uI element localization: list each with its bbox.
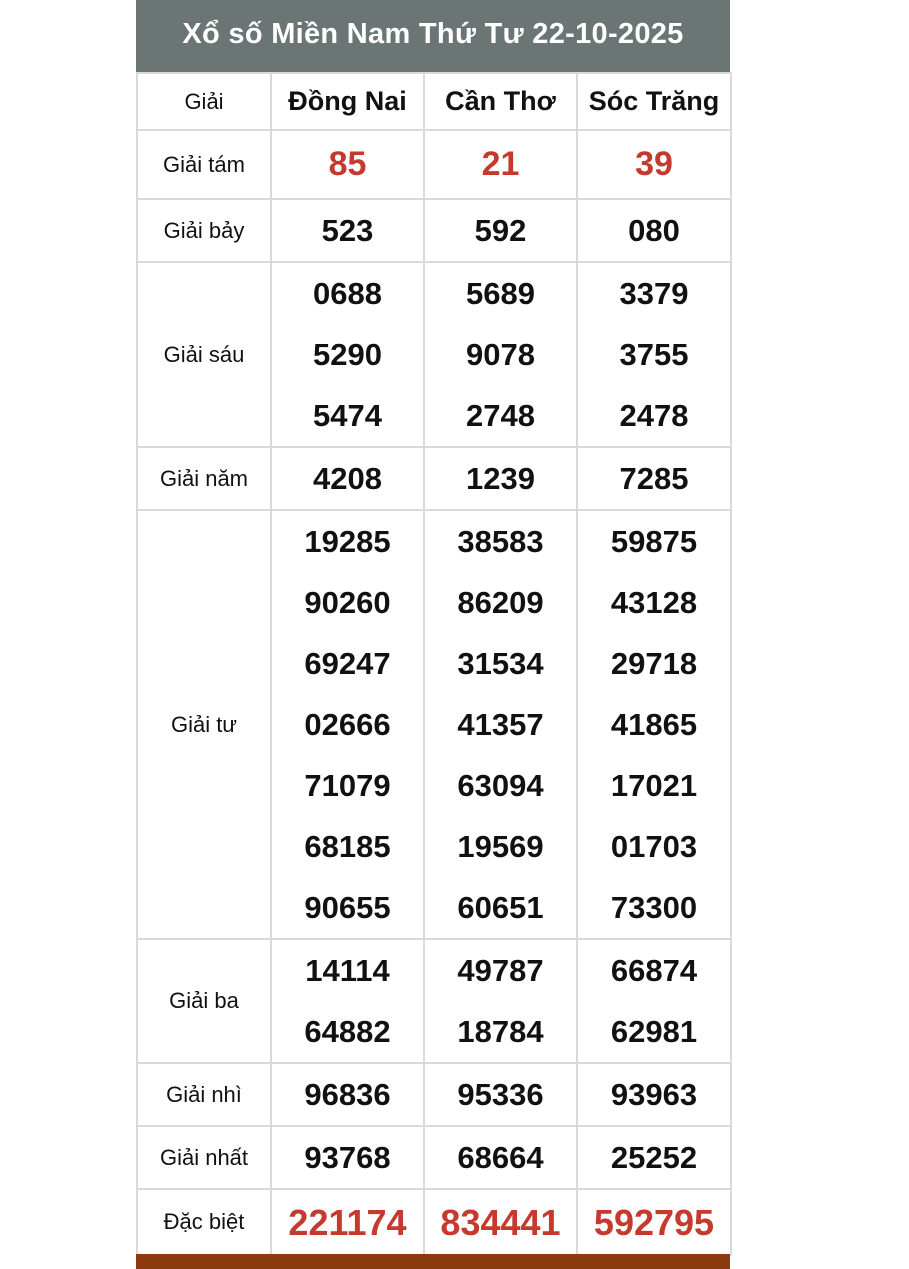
prize-cell-dong-nai — [271, 510, 424, 939]
prize-number: 69247 — [304, 646, 391, 681]
prize-number: 3379 — [619, 276, 689, 311]
special-prize-number: 592795 — [577, 1189, 731, 1255]
prize-row-dac-biet — [137, 1189, 731, 1255]
prize-number: 85 — [271, 130, 424, 199]
prize-number: 19569 — [457, 829, 544, 864]
prize-row-tu — [137, 510, 731, 939]
prize-number: 080 — [577, 199, 731, 262]
results-panel — [136, 0, 730, 1256]
prize-label: Giải tư — [137, 510, 271, 939]
prize-number: 63094 — [457, 768, 544, 803]
special-prize-number: 834441 — [424, 1189, 577, 1255]
prize-row-nam — [137, 447, 731, 510]
prize-number: 2478 — [619, 398, 689, 433]
prize-number: 29718 — [610, 646, 698, 681]
prize-cell-soc-trang — [577, 939, 731, 1063]
prize-row-nhi — [137, 1063, 731, 1126]
page-title: Xổ số Miền Nam Thứ Tư 22-10-2025 — [136, 0, 730, 72]
prize-label: Giải bảy — [137, 199, 271, 262]
prize-label: Giải nhì — [137, 1063, 271, 1126]
prize-row-tam — [137, 130, 731, 199]
prize-number: 01703 — [610, 829, 698, 864]
prize-number: 21 — [424, 130, 577, 199]
prize-row-sau — [137, 262, 731, 447]
results-table — [136, 72, 732, 1256]
bottom-bar — [136, 1254, 730, 1269]
prize-number: 25252 — [577, 1126, 731, 1189]
prize-number: 68185 — [304, 829, 391, 864]
prize-number: 17021 — [610, 768, 698, 803]
prize-label: Đặc biệt — [137, 1189, 271, 1255]
prize-cell-can-tho — [424, 939, 577, 1063]
prize-cell-can-tho — [424, 510, 577, 939]
prize-cell-soc-trang — [577, 510, 731, 939]
prize-number: 41865 — [610, 707, 698, 742]
prize-label: Giải sáu — [137, 262, 271, 447]
header-province-soc-trang: Sóc Trăng — [577, 73, 731, 130]
prize-cell-soc-trang — [577, 262, 731, 447]
prize-number: 62981 — [610, 1014, 698, 1049]
prize-number: 95336 — [424, 1063, 577, 1126]
prize-number: 2748 — [466, 398, 535, 433]
header-prize-label: Giải — [137, 73, 271, 130]
prize-number: 7285 — [577, 447, 731, 510]
prize-label: Giải ba — [137, 939, 271, 1063]
prize-row-nhat — [137, 1126, 731, 1189]
prize-number: 90260 — [304, 585, 391, 620]
prize-cell-dong-nai — [271, 939, 424, 1063]
prize-label: Giải nhất — [137, 1126, 271, 1189]
header-province-can-tho: Cần Thơ — [424, 73, 577, 130]
prize-number: 90655 — [304, 890, 391, 925]
prize-number: 5689 — [466, 276, 535, 311]
prize-number: 4208 — [271, 447, 424, 510]
prize-number: 66874 — [610, 953, 698, 988]
prize-number: 43128 — [610, 585, 698, 620]
prize-row-bay — [137, 199, 731, 262]
prize-number: 39 — [577, 130, 731, 199]
prize-number: 1239 — [424, 447, 577, 510]
prize-number: 592 — [424, 199, 577, 262]
prize-cell-can-tho — [424, 262, 577, 447]
prize-number: 0688 — [313, 276, 382, 311]
prize-number: 02666 — [304, 707, 391, 742]
prize-number: 18784 — [457, 1014, 544, 1049]
prize-number: 31534 — [457, 646, 544, 681]
prize-number: 93963 — [577, 1063, 731, 1126]
prize-number: 93768 — [271, 1126, 424, 1189]
prize-number: 9078 — [466, 337, 535, 372]
prize-label: Giải năm — [137, 447, 271, 510]
prize-row-ba — [137, 939, 731, 1063]
header-row — [137, 73, 731, 130]
prize-number: 5290 — [313, 337, 382, 372]
prize-number: 64882 — [304, 1014, 391, 1049]
prize-label: Giải tám — [137, 130, 271, 199]
prize-number: 96836 — [271, 1063, 424, 1126]
prize-number: 41357 — [457, 707, 544, 742]
prize-number: 523 — [271, 199, 424, 262]
prize-number: 49787 — [457, 953, 544, 988]
prize-number: 60651 — [457, 890, 544, 925]
prize-number: 19285 — [304, 524, 391, 559]
prize-number: 71079 — [304, 768, 391, 803]
prize-cell-dong-nai — [271, 262, 424, 447]
prize-number: 59875 — [610, 524, 698, 559]
prize-number: 3755 — [619, 337, 689, 372]
prize-number: 14114 — [305, 953, 390, 988]
special-prize-number: 221174 — [271, 1189, 424, 1255]
header-province-dong-nai: Đồng Nai — [271, 73, 424, 130]
prize-number: 5474 — [313, 398, 382, 433]
prize-number: 86209 — [457, 585, 544, 620]
prize-number: 38583 — [457, 524, 544, 559]
prize-number: 68664 — [424, 1126, 577, 1189]
prize-number: 73300 — [610, 890, 698, 925]
